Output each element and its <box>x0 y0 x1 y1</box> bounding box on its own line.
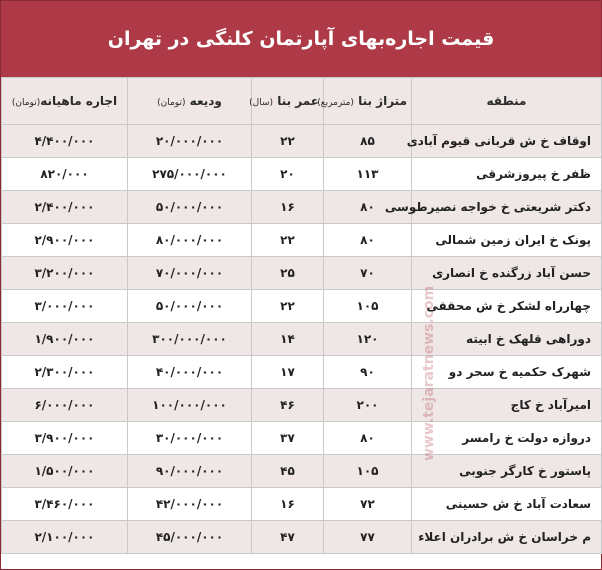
col-header-rent: اجاره ماهیانه(تومان) <box>2 78 128 125</box>
region-cell: اوقاف خ ش قربانی قیوم آبادی <box>412 125 602 158</box>
area-cell: ۱۰۵ <box>324 290 412 323</box>
area-cell: ۱۱۳ <box>324 158 412 191</box>
area-cell: ۱۰۵ <box>324 455 412 488</box>
deposit-cell: ۵۰/۰۰۰/۰۰۰ <box>128 191 252 224</box>
region-cell: چهارراه لشکر خ ش محققی <box>412 290 602 323</box>
region-cell: امیرآباد خ کاج <box>412 389 602 422</box>
table-row <box>2 488 602 521</box>
deposit-cell: ۸۰/۰۰۰/۰۰۰ <box>128 224 252 257</box>
area-cell: ۸۰ <box>324 191 412 224</box>
region-cell: پاستور خ کارگر جنوبی <box>412 455 602 488</box>
region-cell: شهرک حکمیه خ سحر دو <box>412 356 602 389</box>
region-cell: سعادت آباد خ ش حسینی <box>412 488 602 521</box>
col-header-age: عمر بنا (سال) <box>252 78 324 125</box>
deposit-cell: ۱۰۰/۰۰۰/۰۰۰ <box>128 389 252 422</box>
table-row <box>2 422 602 455</box>
age-cell: ۲۰ <box>252 158 324 191</box>
age-cell: ۲۲ <box>252 290 324 323</box>
table-row <box>2 389 602 422</box>
col-header-deposit: ودیعه (تومان) <box>128 78 252 125</box>
area-cell: ۸۵ <box>324 125 412 158</box>
deposit-cell: ۲۷۵/۰۰۰/۰۰۰ <box>128 158 252 191</box>
region-cell: م خراسان خ ش برادران اعلاء <box>412 521 602 554</box>
area-cell: ۸۰ <box>324 224 412 257</box>
rent-cell: ۳/۲۰۰/۰۰۰ <box>2 257 128 290</box>
header-row <box>2 78 602 125</box>
col-header-region: منطقه <box>412 78 602 125</box>
table-row <box>2 323 602 356</box>
age-cell: ۱۶ <box>252 488 324 521</box>
table-row <box>2 158 602 191</box>
site-watermark: www.tejaratnews.com <box>421 285 437 461</box>
region-cell: پونک خ ایران زمین شمالی <box>412 224 602 257</box>
rent-cell: ۲/۹۰۰/۰۰۰ <box>2 224 128 257</box>
rent-cell: ۱/۵۰۰/۰۰۰ <box>2 455 128 488</box>
rent-cell: ۳/۴۶۰/۰۰۰ <box>2 488 128 521</box>
deposit-cell: ۳۰۰/۰۰۰/۰۰۰ <box>128 323 252 356</box>
rent-cell: ۸۲۰/۰۰۰ <box>2 158 128 191</box>
col-header-area: متراژ بنا (مترمربع) <box>324 78 412 125</box>
region-cell: دکتر شریعتی خ خواجه نصیرطوسی <box>412 191 602 224</box>
age-cell: ۴۵ <box>252 455 324 488</box>
age-cell: ۱۶ <box>252 191 324 224</box>
table-row <box>2 521 602 554</box>
age-cell: ۲۲ <box>252 125 324 158</box>
rent-cell: ۳/۰۰۰/۰۰۰ <box>2 290 128 323</box>
region-cell: حسن آباد زرگنده خ انصاری <box>412 257 602 290</box>
rent-cell: ۶/۰۰۰/۰۰۰ <box>2 389 128 422</box>
area-cell: ۷۷ <box>324 521 412 554</box>
area-cell: ۲۰۰ <box>324 389 412 422</box>
rent-cell: ۳/۹۰۰/۰۰۰ <box>2 422 128 455</box>
age-cell: ۱۷ <box>252 356 324 389</box>
age-cell: ۲۲ <box>252 224 324 257</box>
age-cell: ۳۷ <box>252 422 324 455</box>
area-cell: ۱۲۰ <box>324 323 412 356</box>
deposit-cell: ۴۰/۰۰۰/۰۰۰ <box>128 356 252 389</box>
rent-cell: ۲/۴۰۰/۰۰۰ <box>2 191 128 224</box>
deposit-cell: ۴۲/۰۰۰/۰۰۰ <box>128 488 252 521</box>
rent-cell: ۲/۱۰۰/۰۰۰ <box>2 521 128 554</box>
rent-cell: ۴/۴۰۰/۰۰۰ <box>2 125 128 158</box>
age-cell: ۲۵ <box>252 257 324 290</box>
table-row <box>2 257 602 290</box>
area-cell: ۷۰ <box>324 257 412 290</box>
region-cell: دروازه دولت خ رامسر <box>412 422 602 455</box>
table-row <box>2 224 602 257</box>
rent-cell: ۲/۳۰۰/۰۰۰ <box>2 356 128 389</box>
deposit-cell: ۳۰/۰۰۰/۰۰۰ <box>128 422 252 455</box>
table-title: قیمت اجاره‌بهای آپارتمان کلنگی در تهران <box>1 1 601 77</box>
table-row <box>2 356 602 389</box>
area-cell: ۹۰ <box>324 356 412 389</box>
age-cell: ۴۶ <box>252 389 324 422</box>
table-row <box>2 290 602 323</box>
deposit-cell: ۹۰/۰۰۰/۰۰۰ <box>128 455 252 488</box>
area-cell: ۷۲ <box>324 488 412 521</box>
region-cell: ظفر خ پیروزشرقی <box>412 158 602 191</box>
age-cell: ۱۴ <box>252 323 324 356</box>
deposit-cell: ۵۰/۰۰۰/۰۰۰ <box>128 290 252 323</box>
table-row <box>2 191 602 224</box>
region-cell: دوراهی قلهک خ ابیته <box>412 323 602 356</box>
table-row <box>2 125 602 158</box>
deposit-cell: ۲۰/۰۰۰/۰۰۰ <box>128 125 252 158</box>
age-cell: ۴۷ <box>252 521 324 554</box>
deposit-cell: ۷۰/۰۰۰/۰۰۰ <box>128 257 252 290</box>
deposit-cell: ۴۵/۰۰۰/۰۰۰ <box>128 521 252 554</box>
table-row <box>2 455 602 488</box>
area-cell: ۸۰ <box>324 422 412 455</box>
rent-price-table <box>1 77 602 554</box>
rent-cell: ۱/۹۰۰/۰۰۰ <box>2 323 128 356</box>
